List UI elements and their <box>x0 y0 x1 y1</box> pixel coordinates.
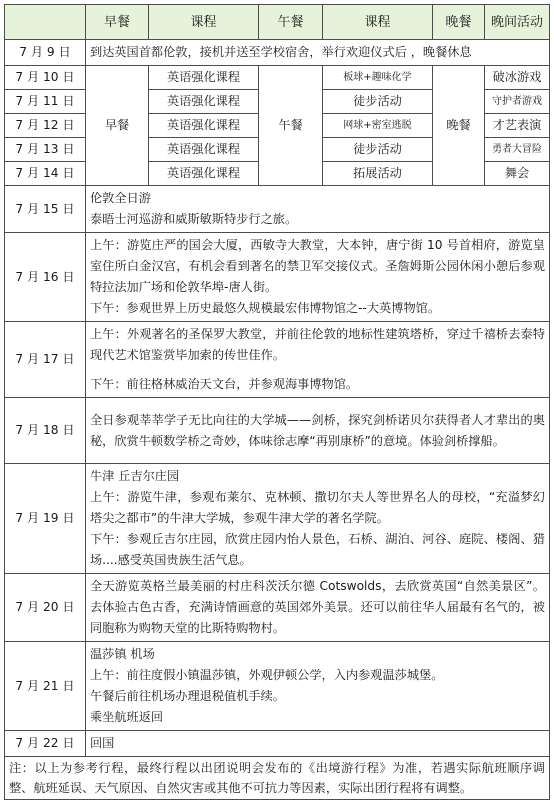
description-line: 温莎镇 机场 <box>90 647 155 661</box>
date-cell: 7 月 14 日 <box>5 162 86 186</box>
lunch-cell: 午餐 <box>259 66 323 186</box>
description-line: 上午：游览庄严的国会大厦，西敏寺大教堂，大本钟，唐宁街 10 号首相府，游览皇室住所白金汉宫，有机会看到著名的禁卫军交接仪式。圣詹姆斯公园休闲小憩后参观特拉法加广场和伦敦华埠-唐人街。 <box>90 238 545 294</box>
afternoon-course-cell: 板球+趣味化学 <box>323 66 433 90</box>
table-row <box>5 642 550 731</box>
day-description: 到达英国首都伦敦，接机并送至学校宿舍，举行欢迎仪式后 ，晚餐休息 <box>86 40 550 66</box>
date-cell: 7 月 20 日 <box>5 574 86 642</box>
morning-course-cell: 英语强化课程 <box>149 90 259 114</box>
header-cell-date <box>5 5 86 40</box>
day-description <box>86 322 550 398</box>
description-line: 全天游览英格兰最美丽的村庄科茨沃尔德 Cotswolds，去欣赏英国“自然美景区”。去体验古色古香，充满诗情画意的英国郊外美景。还可以前往华人届最有名气的，被同胞称为购物天堂的比斯特购物村。 <box>90 579 545 635</box>
breakfast-cell: 早餐 <box>86 66 149 186</box>
description-line: 上午：前往度假小镇温莎镇，外观伊顿公学，入内参观温莎城堡。 <box>90 668 444 682</box>
date-cell: 7 月 22 日 <box>5 731 86 757</box>
morning-course-cell: 英语强化课程 <box>149 114 259 138</box>
description-line: 牛津 丘吉尔庄园 <box>90 469 180 483</box>
header-cell-dinner: 晚餐 <box>433 5 485 40</box>
table-row <box>5 66 550 90</box>
evening-activity-cell: 守护者游戏 <box>485 90 550 114</box>
header-cell-morning-course: 课程 <box>149 5 259 40</box>
header-cell-evening-activity: 晚间活动 <box>485 5 550 40</box>
header-cell-breakfast: 早餐 <box>86 5 149 40</box>
description-line: 伦敦全日游 <box>90 191 151 205</box>
description-line: 下午：参观世界上历史最悠久规模最宏伟博物馆之--大英博物馆。 <box>90 301 441 315</box>
day-description <box>86 398 550 464</box>
date-cell: 7 月 18 日 <box>5 398 86 464</box>
day-description <box>86 731 550 757</box>
date-cell: 7 月 10 日 <box>5 66 86 90</box>
description-line: 下午：参观丘吉尔庄园，欣赏庄园内怡人景色，石桥、湖泊、河谷、庭院、楼阁、猎场....感受英国贵族生活气息。 <box>90 532 545 567</box>
date-cell: 7 月 13 日 <box>5 138 86 162</box>
description-line: 下午：前往格林威治天文台，并参观海事博物馆。 <box>90 377 359 391</box>
spacer <box>90 366 545 374</box>
description-line: 乘坐航班返回 <box>90 710 164 724</box>
evening-activity-cell: 才艺表演 <box>485 114 550 138</box>
table-row <box>5 186 550 233</box>
day-description <box>86 464 550 574</box>
header-cell-lunch: 午餐 <box>259 5 323 40</box>
day-description <box>86 574 550 642</box>
table-row <box>5 40 550 66</box>
afternoon-course-cell: 拓展活动 <box>323 162 433 186</box>
table-row <box>5 464 550 574</box>
description-line: 上午：游览牛津，参观布莱尔、克林顿、撒切尔夫人等世界名人的母校，“充溢梦幻塔尖之都市”的牛津大学城，参观牛津大学的著名学院。 <box>90 490 545 525</box>
afternoon-course-cell: 网球+密室逃脱 <box>323 114 433 138</box>
morning-course-cell: 英语强化课程 <box>149 66 259 90</box>
morning-course-cell: 英语强化课程 <box>149 162 259 186</box>
date-cell: 7 月 11 日 <box>5 90 86 114</box>
header-row <box>5 5 550 40</box>
table-row <box>5 574 550 642</box>
description-line: 上午：外观著名的圣保罗大教堂，并前往伦敦的地标性建筑塔桥，穿过千禧桥去泰特现代艺术馆鉴赏毕加索的传世佳作。 <box>90 327 545 362</box>
date-cell: 7 月 12 日 <box>5 114 86 138</box>
date-cell: 7 月 21 日 <box>5 642 86 731</box>
description-line: 午餐后前往机场办理退税值机手续。 <box>90 689 285 703</box>
description-line: 泰晤士河巡游和威斯敏斯特步行之旅。 <box>90 212 298 226</box>
description-line: 回国 <box>90 736 115 750</box>
date-cell: 7 月 15 日 <box>5 186 86 233</box>
afternoon-course-cell: 徒步活动 <box>323 90 433 114</box>
evening-activity-cell: 破冰游戏 <box>485 66 550 90</box>
header-cell-afternoon-course: 课程 <box>323 5 433 40</box>
description-line: 全日参观莘莘学子无比向往的大学城——剑桥，探究剑桥诺贝尔获得者人才辈出的奥秘，欣赏牛顿数学桥之奇妙，体味徐志摩“再别康桥”的意境。体验剑桥撑船。 <box>90 412 545 448</box>
afternoon-course-cell: 徒步活动 <box>323 138 433 162</box>
morning-course-cell: 英语强化课程 <box>149 138 259 162</box>
day-description <box>86 186 550 233</box>
evening-activity-cell: 舞会 <box>485 162 550 186</box>
date-cell: 7 月 17 日 <box>5 322 86 398</box>
table-row <box>5 322 550 398</box>
date-cell: 7 月 9 日 <box>5 40 86 66</box>
table-row <box>5 398 550 464</box>
table-row <box>5 233 550 322</box>
day-description <box>86 233 550 322</box>
date-cell: 7 月 16 日 <box>5 233 86 322</box>
day-description <box>86 642 550 731</box>
itinerary-table <box>4 4 550 800</box>
table-row <box>5 731 550 757</box>
dinner-cell: 晚餐 <box>433 66 485 186</box>
date-cell: 7 月 19 日 <box>5 464 86 574</box>
note-row <box>5 757 550 800</box>
disclaimer-note: 注：以上为参考行程，最终行程以出团说明会发布的《出境游行程》为准，若遇实际航班顺序调整、航班延误、天气原因、自然灾害或其他不可抗力等因素，实际出团行程将有调整。 <box>5 757 550 800</box>
evening-activity-cell: 勇者大冒险 <box>485 138 550 162</box>
